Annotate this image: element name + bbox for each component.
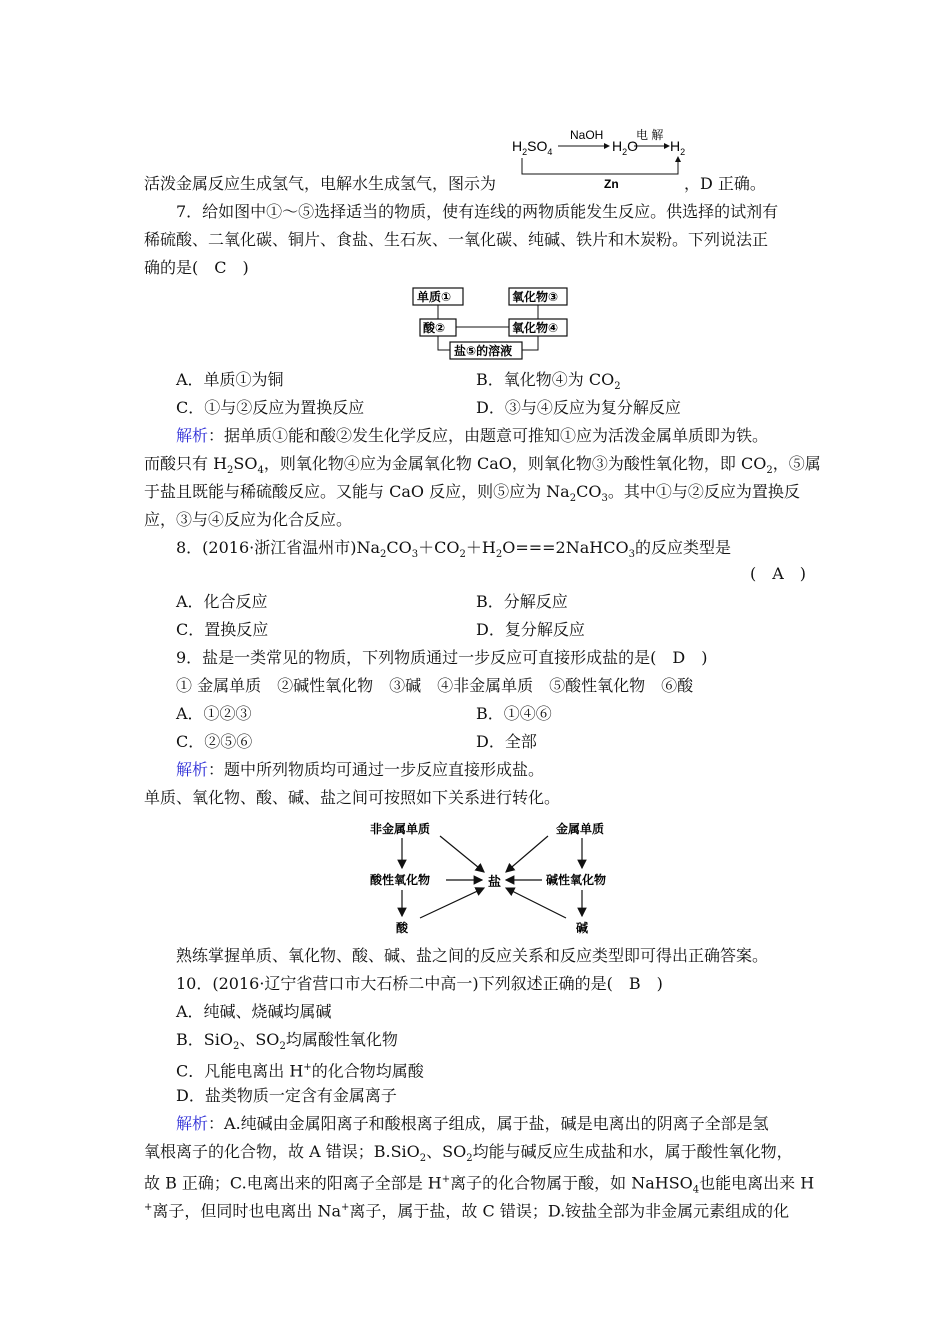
q8-option-a: A．化合反应 — [176, 592, 268, 611]
zn-label: Zn — [604, 177, 619, 191]
q10-analysis-4: +离子，但同时也电离出 Na+离子，属于盐，故 C 错误；D.铵盐全部为非金属元素组成的化 — [144, 1201, 790, 1221]
q7-analysis-4: 应，③与④反应为化合反应。 — [144, 510, 353, 529]
top-reaction-diagram — [508, 126, 698, 192]
q7-analysis-2: 而酸只有 $H_2SO_4$，则氧化物④应为金属氧化物 CaO，则氧化物③为酸性氧化物，即 $CO_2$，⑤属 — [144, 454, 821, 477]
q10-line-1: 10．(2016·辽宁省营口市大石桥二中高一)下列叙述正确的是( B ) — [176, 974, 663, 993]
node-base: 碱 — [576, 921, 589, 935]
naoh-label: NaOH — [570, 128, 604, 142]
box-element-1-label: 单质① — [417, 290, 452, 304]
q7-option-c: C．①与②反应为置换反应 — [176, 398, 365, 417]
h2-label: $H_2$ — [670, 138, 686, 157]
box-oxide-4-label: 氧化物④ — [512, 321, 559, 335]
box-salt-5-label: 盐⑤的溶液 — [454, 344, 513, 358]
q10-analysis-2: 氧根离子的化合物，故 A 错误；B.SiO$_2$、$SO_2$均能与碱反应生成盐和水，属于酸性氧化物， — [144, 1142, 793, 1165]
q10-option-d: D．盐类物质一定含有金属离子 — [176, 1086, 397, 1105]
h2so4-label: $H_2SO_4$ — [512, 138, 553, 157]
q10-analysis-1: 解析：A.纯碱由金属阳离子和酸根离子组成，属于盐，碱是电离出的阴离子全部是氢 — [176, 1114, 769, 1133]
q7-option-a: A．单质①为铜 — [176, 370, 284, 389]
node-basic-oxide: 碱性氧化物 — [546, 873, 607, 887]
node-metal: 金属单质 — [556, 822, 605, 836]
arrow-1-head — [604, 143, 610, 149]
q7-line-2: 稀硫酸、二氧化碳、铜片、食盐、生石灰、一氧化碳、纯碱、铁片和木炭粉。下列说法正 — [144, 230, 769, 249]
q7-option-d: D．③与④反应为复分解反应 — [476, 398, 681, 417]
node-salt: 盐 — [488, 874, 502, 889]
q9-analysis-2: 单质、氧化物、酸、碱、盐之间可按照如下关系进行转化。 — [144, 788, 561, 807]
q9-option-a: A．①②③ — [176, 704, 252, 723]
line-top-left: 活泼金属反应生成氢气，电解水生成氢气，图示为 — [144, 174, 497, 193]
q10-option-b: B．SiO$_2$、$SO_2$均属酸性氧化物 — [176, 1030, 398, 1053]
q9-line-1: 9．盐是一类常见的物质，下列物质通过一步反应可直接形成盐的是( D ) — [176, 648, 708, 667]
line-top-right: ，D 正确。 — [684, 174, 766, 193]
q7-analysis-3: 于盐且既能与稀硫酸反应。又能与 CaO 反应，则⑤应为 $Na_2CO_3$。其中①与②反应为置换反 — [144, 482, 800, 505]
box-oxide-3-label: 氧化物③ — [512, 290, 559, 304]
q9-option-c: C．②⑤⑥ — [176, 732, 253, 751]
h2o-label: $H_2O$ — [612, 138, 639, 157]
q8-option-c: C．置换反应 — [176, 620, 269, 639]
q7-line-1: 7．给如图中①～⑤选择适当的物质，使有连线的两物质能发生反应。供选择的试剂有 — [176, 202, 779, 221]
box-acid-2-label: 酸② — [423, 321, 446, 335]
q8-line-1: 8．(2016·浙江省温州市)$Na_2CO_3+CO_2+H_2O===2NaHCO_3$的反应类型是 — [176, 538, 731, 561]
q9-line-2: ① 金属单质 ②碱性氧化物 ③碱 ④非金属单质 ⑤酸性氧化物 ⑥酸 — [176, 676, 694, 695]
q8-option-d: D．复分解反应 — [476, 620, 585, 639]
q7-diagram — [410, 286, 570, 362]
q10-option-c: C．凡能电离出 H+的化合物均属酸 — [176, 1061, 424, 1081]
analysis-label: 解析 — [176, 1114, 209, 1133]
q8-option-b: B．分解反应 — [476, 592, 568, 611]
q9-relation-diagram — [360, 814, 630, 938]
zn-path — [522, 158, 678, 174]
electrolysis-label: 电 解 — [636, 128, 664, 142]
analysis-label: 解析 — [176, 760, 209, 779]
q7-analysis-1: 解析：据单质①能和酸②发生化学反应，由题意可推知①应为活泼金属单质即为铁。 — [176, 426, 769, 445]
q9-analysis-3: 熟练掌握单质、氧化物、酸、碱、盐之间的反应关系和反应类型即可得出正确答案。 — [176, 946, 769, 965]
node-acid: 酸 — [396, 921, 409, 935]
q10-option-a: A．纯碱、烧碱均属碱 — [176, 1002, 332, 1021]
q8-answer: ( A ) — [750, 564, 807, 583]
q9-option-d: D．全部 — [476, 732, 537, 751]
q7-option-b: B．氧化物④为 $CO_2$ — [476, 370, 621, 393]
q10-analysis-3: 故 B 正确；C.电离出来的阳离子全部是 H+离子的化合物属于酸，如 NaHSO$_4$也能电离出来 H — [144, 1173, 815, 1196]
node-nonmetal: 非金属单质 — [370, 822, 431, 836]
q9-option-b: B．①④⑥ — [476, 704, 552, 723]
q9-analysis-1: 解析：题中所列物质均可通过一步反应直接形成盐。 — [176, 760, 545, 779]
node-acidic-oxide: 酸性氧化物 — [370, 873, 431, 887]
q7-line-3: 确的是( C ) — [144, 258, 249, 277]
analysis-label: 解析 — [176, 426, 209, 445]
